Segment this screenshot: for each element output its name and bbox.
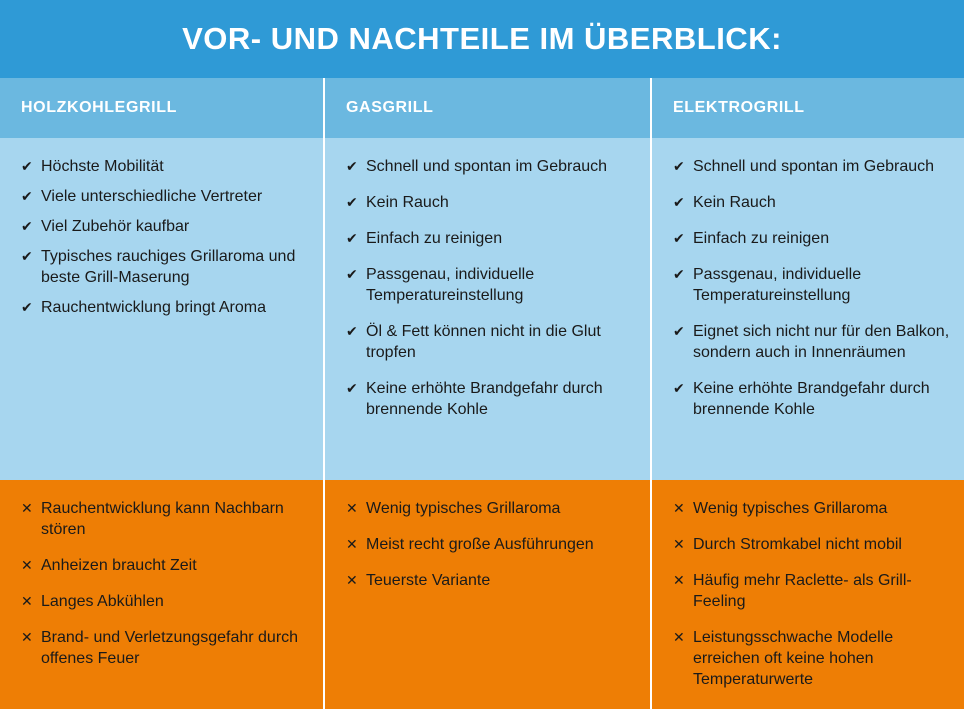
pro-item <box>346 378 636 420</box>
item-text: Rauchentwicklung kann Nachbarn stören <box>41 500 284 538</box>
pro-item <box>346 264 636 306</box>
pro-item <box>673 192 950 213</box>
check-icon: ✔ <box>346 158 358 174</box>
cross-icon: ✕ <box>21 593 33 609</box>
column-holzkohlegrill <box>0 78 323 709</box>
con-item <box>673 534 952 555</box>
con-item <box>21 627 311 669</box>
pro-item <box>673 378 950 420</box>
con-item <box>21 555 311 576</box>
check-icon: ✔ <box>673 158 685 174</box>
item-text: Passgenau, individuelle Temperatureinstellung <box>366 266 535 304</box>
cons-section <box>652 480 964 709</box>
pro-item <box>346 321 636 363</box>
check-icon: ✔ <box>346 323 358 339</box>
item-text: Einfach zu reinigen <box>693 230 830 247</box>
item-text: Anheizen braucht Zeit <box>41 557 197 574</box>
item-text: Höchste Mobilität <box>41 158 164 175</box>
pro-item <box>21 186 309 207</box>
check-icon: ✔ <box>21 218 33 234</box>
pro-item <box>21 246 309 288</box>
pro-item <box>673 321 950 363</box>
cross-icon: ✕ <box>673 629 685 645</box>
con-item <box>21 498 311 540</box>
item-text: Passgenau, individuelle Temperatureinstellung <box>693 266 862 304</box>
item-text: Häufig mehr Raclette- als Grill-Feeling <box>693 572 912 610</box>
cross-icon: ✕ <box>21 557 33 573</box>
item-text: Wenig typisches Grillaroma <box>366 500 561 517</box>
pro-item <box>673 156 950 177</box>
item-text: Rauchentwicklung bringt Aroma <box>41 299 267 316</box>
cross-icon: ✕ <box>346 500 358 516</box>
pro-item <box>673 264 950 306</box>
item-text: Öl & Fett können nicht in die Glut tropfen <box>366 323 601 361</box>
item-text: Einfach zu reinigen <box>366 230 503 247</box>
check-icon: ✔ <box>673 323 685 339</box>
con-item <box>673 570 952 612</box>
pro-item <box>346 156 636 177</box>
pro-item <box>21 156 309 177</box>
item-text: Leistungsschwache Modelle erreichen oft keine hohen Temperaturwerte <box>693 629 894 688</box>
item-text: Kein Rauch <box>366 194 449 211</box>
check-icon: ✔ <box>346 380 358 396</box>
pro-item <box>21 297 309 318</box>
item-text: Schnell und spontan im Gebrauch <box>693 158 935 175</box>
pros-section <box>325 138 650 480</box>
item-text: Kein Rauch <box>693 194 776 211</box>
item-text: Viele unterschiedliche Vertreter <box>41 188 263 205</box>
item-text: Langes Abkühlen <box>41 593 164 610</box>
con-item <box>673 627 952 690</box>
check-icon: ✔ <box>346 194 358 210</box>
comparison-table <box>0 78 964 709</box>
pros-section <box>0 138 323 480</box>
con-item <box>346 534 638 555</box>
item-text: Schnell und spontan im Gebrauch <box>366 158 608 175</box>
pro-item <box>346 228 636 249</box>
pro-item <box>21 216 309 237</box>
pro-item <box>673 228 950 249</box>
item-text: Wenig typisches Grillaroma <box>693 500 888 517</box>
check-icon: ✔ <box>673 266 685 282</box>
cons-section <box>0 480 323 709</box>
check-icon: ✔ <box>21 158 33 174</box>
check-icon: ✔ <box>21 299 33 315</box>
column-header: GASGRILL <box>325 78 650 138</box>
cross-icon: ✕ <box>21 629 33 645</box>
check-icon: ✔ <box>346 266 358 282</box>
cross-icon: ✕ <box>346 536 358 552</box>
item-text: Durch Stromkabel nicht mobil <box>693 536 902 553</box>
check-icon: ✔ <box>673 230 685 246</box>
check-icon: ✔ <box>21 188 33 204</box>
item-text: Keine erhöhte Brandgefahr durch brennende Kohle <box>693 380 930 418</box>
cross-icon: ✕ <box>673 536 685 552</box>
column-header: HOLZKOHLEGRILL <box>0 78 323 138</box>
check-icon: ✔ <box>21 248 33 264</box>
check-icon: ✔ <box>673 194 685 210</box>
check-icon: ✔ <box>346 230 358 246</box>
item-text: Keine erhöhte Brandgefahr durch brennende Kohle <box>366 380 603 418</box>
pros-section <box>652 138 964 480</box>
item-text: Viel Zubehör kaufbar <box>41 218 190 235</box>
item-text: Teuerste Variante <box>366 572 491 589</box>
con-item <box>673 498 952 519</box>
page-title: VOR- UND NACHTEILE IM ÜBERBLICK: <box>0 0 964 78</box>
column-header: ELEKTROGRILL <box>652 78 964 138</box>
item-text: Brand- und Verletzungsgefahr durch offenes Feuer <box>41 629 299 667</box>
check-icon: ✔ <box>673 380 685 396</box>
item-text: Meist recht große Ausführungen <box>366 536 594 553</box>
cross-icon: ✕ <box>673 500 685 516</box>
item-text: Typisches rauchiges Grillaroma und beste Grill-Maserung <box>41 248 296 286</box>
pro-item <box>346 192 636 213</box>
cons-section <box>325 480 650 709</box>
item-text: Eignet sich nicht nur für den Balkon, sondern auch in Innenräumen <box>693 323 950 361</box>
cross-icon: ✕ <box>673 572 685 588</box>
column-gasgrill <box>325 78 650 709</box>
con-item <box>346 570 638 591</box>
cross-icon: ✕ <box>346 572 358 588</box>
con-item <box>21 591 311 612</box>
column-elektrogrill <box>652 78 964 709</box>
cross-icon: ✕ <box>21 500 33 516</box>
con-item <box>346 498 638 519</box>
